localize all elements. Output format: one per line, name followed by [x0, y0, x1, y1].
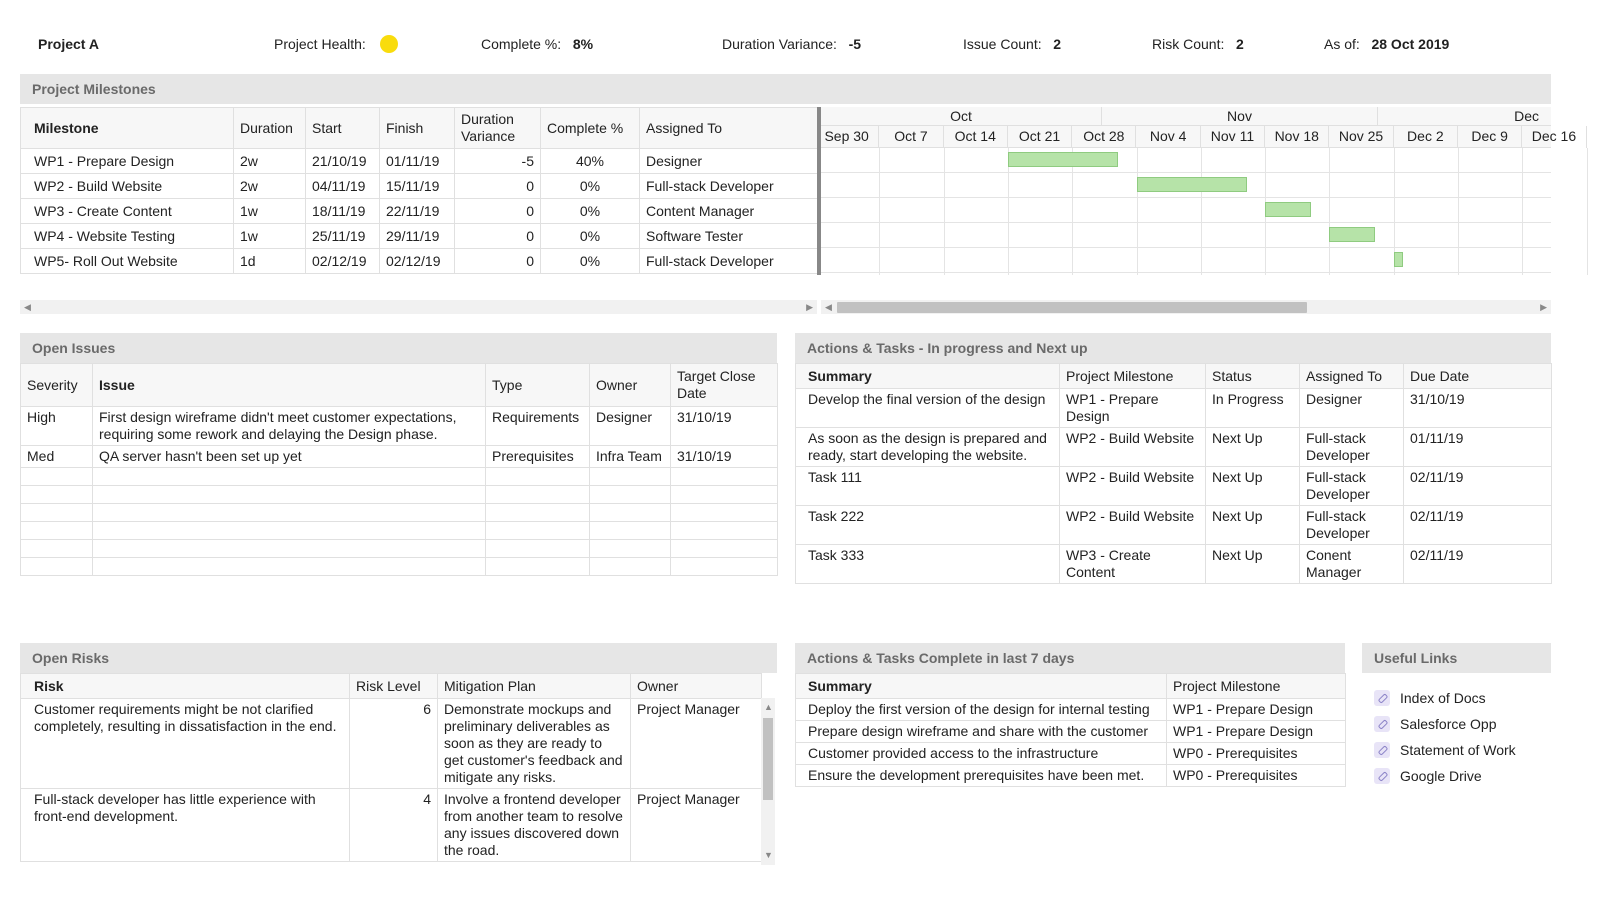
empty-cell [671, 468, 778, 486]
milestone-row[interactable] [21, 174, 818, 199]
gantt-gridline [879, 148, 880, 275]
action-due-date: 31/10/19 [1404, 389, 1552, 428]
gantt-week-label: Nov 11 [1201, 126, 1265, 148]
milestone-name: WP3 - Create Content [21, 199, 234, 224]
gantt-gridline [1137, 148, 1138, 275]
action-assigned-to: Conent Manager [1300, 545, 1404, 584]
milestone-assigned-to: Full-stack Developer [640, 174, 818, 199]
open-risks-table [20, 673, 762, 862]
gantt-row-line [821, 272, 1551, 273]
gantt-month-label: Oct [821, 107, 1102, 126]
gantt-month-label: Dec [1514, 108, 1539, 124]
empty-cell [21, 540, 93, 558]
milestone-variance: 0 [455, 249, 541, 274]
milestones-grid [20, 107, 817, 274]
open-issues-panel [20, 333, 777, 576]
col-summary[interactable]: Summary [796, 364, 1060, 389]
useful-link-label[interactable]: Google Drive [1400, 768, 1482, 784]
action-summary: Task 222 [796, 506, 1060, 545]
as-of-label: As of: [1324, 36, 1360, 52]
useful-link-label[interactable]: Salesforce Opp [1400, 716, 1497, 732]
issue-severity: Med [21, 446, 93, 468]
gantt-bar[interactable] [1008, 152, 1118, 167]
action-status: Next Up [1206, 545, 1300, 584]
project-health-label: Project Health: [274, 36, 366, 52]
completed-row[interactable] [796, 721, 1346, 743]
issues-header-row [21, 364, 778, 407]
useful-links-panel [1362, 643, 1551, 789]
useful-link-label[interactable]: Index of Docs [1400, 690, 1486, 706]
completed-row[interactable] [796, 743, 1346, 765]
empty-cell [671, 540, 778, 558]
milestone-variance: 0 [455, 199, 541, 224]
gantt-gridline [1458, 148, 1459, 275]
action-status: Next Up [1206, 428, 1300, 467]
empty-cell [93, 468, 486, 486]
completed-summary: Deploy the first version of the design for internal testing [796, 699, 1167, 721]
col-risk[interactable]: Risk [21, 674, 350, 699]
gantt-gridline [944, 148, 945, 275]
col-milestone[interactable]: Milestone [21, 108, 234, 149]
issue-description: First design wireframe didn't meet customer expectations, requiring some rework and delaying the Design phase. [93, 407, 486, 446]
risk-owner: Project Manager [631, 699, 762, 789]
action-assigned-to: Full-stack Developer [1300, 467, 1404, 506]
empty-cell [21, 486, 93, 504]
actions-title: Actions & Tasks - In progress and Next up [795, 333, 1551, 363]
useful-links-list [1362, 673, 1551, 789]
project-health [274, 36, 398, 53]
complete-percent [481, 36, 593, 52]
risk-description: Customer requirements might be not clarified completely, resulting in dissatisfaction in the end. [21, 699, 350, 789]
gantt-week-label: Oct 14 [944, 126, 1008, 148]
open-issues-table [20, 363, 778, 576]
milestone-duration: 2w [234, 149, 306, 174]
gantt-gridline [1587, 148, 1588, 275]
issue-count-label: Issue Count: [963, 36, 1042, 52]
milestone-finish: 22/11/19 [380, 199, 455, 224]
duration-variance [722, 36, 861, 52]
health-status-indicator [380, 35, 398, 53]
col-duration-variance[interactable]: Duration Variance [455, 108, 541, 149]
empty-issue-row[interactable] [21, 504, 778, 522]
completed-milestone: WP1 - Prepare Design [1167, 699, 1346, 721]
col-complete[interactable]: Complete % [541, 108, 640, 149]
useful-link-label[interactable]: Statement of Work [1400, 742, 1516, 758]
col-issue[interactable]: Issue [93, 364, 486, 407]
gantt-gridline [1008, 148, 1009, 275]
col-due-date[interactable]: Due Date [1404, 364, 1552, 389]
action-milestone: WP1 - Prepare Design [1060, 389, 1206, 428]
gantt-week-label: Nov 18 [1265, 126, 1329, 148]
empty-cell [486, 468, 590, 486]
empty-cell [486, 522, 590, 540]
milestone-complete: 0% [541, 249, 640, 274]
empty-cell [21, 558, 93, 576]
milestone-duration: 1w [234, 199, 306, 224]
milestone-row[interactable] [21, 149, 818, 174]
scroll-right-icon[interactable]: ▶ [806, 302, 813, 312]
scroll-down-icon[interactable]: ▼ [764, 850, 773, 860]
gantt-body [821, 148, 1551, 275]
actions-panel [795, 333, 1551, 584]
link-icon [1374, 742, 1390, 758]
risk-level: 6 [350, 699, 438, 789]
gantt-week-label: Oct 7 [879, 126, 943, 148]
gantt-week-label: Dec 16 [1522, 126, 1586, 148]
empty-issue-row[interactable] [21, 468, 778, 486]
milestone-variance: 0 [455, 224, 541, 249]
action-assigned-to: Full-stack Developer [1300, 428, 1404, 467]
milestone-start: 18/11/19 [306, 199, 380, 224]
gantt-gridline [1072, 148, 1073, 275]
empty-issue-row[interactable] [21, 540, 778, 558]
milestone-complete: 0% [541, 224, 640, 249]
gantt-month-header [821, 107, 1551, 126]
milestone-duration: 2w [234, 174, 306, 199]
issue-description: QA server hasn't been set up yet [93, 446, 486, 468]
gantt-row-line [821, 247, 1551, 248]
action-milestone: WP2 - Build Website [1060, 428, 1206, 467]
completed-table [795, 673, 1346, 787]
action-row[interactable] [796, 389, 1552, 428]
risks-header-row [21, 674, 762, 699]
gantt-week-label: Sep 30 [815, 126, 879, 148]
action-assigned-to: Designer [1300, 389, 1404, 428]
duration-variance-label: Duration Variance: [722, 36, 837, 52]
empty-cell [486, 486, 590, 504]
gantt-month-label: Nov [1102, 107, 1378, 126]
empty-cell [93, 540, 486, 558]
useful-links-title: Useful Links [1362, 643, 1551, 673]
complete-label: Complete %: [481, 36, 562, 52]
empty-cell [671, 558, 778, 576]
milestone-assigned-to: Software Tester [640, 224, 818, 249]
risk-count-value: 2 [1236, 36, 1244, 52]
action-summary: As soon as the design is prepared and ready, start developing the website. [796, 428, 1060, 467]
gantt-bar[interactable] [1265, 202, 1311, 217]
gantt-scroll-left-icon[interactable]: ◀ [825, 302, 832, 312]
action-summary: Task 333 [796, 545, 1060, 584]
milestone-complete: 0% [541, 174, 640, 199]
completed-row[interactable] [796, 699, 1346, 721]
empty-cell [93, 504, 486, 522]
link-icon [1374, 716, 1390, 732]
action-summary: Task 111 [796, 467, 1060, 506]
risk-owner: Project Manager [631, 789, 762, 862]
milestone-complete: 40% [541, 149, 640, 174]
col-mitigation-plan[interactable]: Mitigation Plan [438, 674, 631, 699]
milestone-finish: 29/11/19 [380, 224, 455, 249]
action-summary: Develop the final version of the design [796, 389, 1060, 428]
issue-owner: Infra Team [590, 446, 671, 468]
risk-description: Full-stack developer has little experience with front-end development. [21, 789, 350, 862]
link-icon [1374, 768, 1390, 784]
action-due-date: 01/11/19 [1404, 428, 1552, 467]
col-assigned-to[interactable]: Assigned To [1300, 364, 1404, 389]
as-of-date [1324, 36, 1449, 52]
milestone-finish: 02/12/19 [380, 249, 455, 274]
action-row[interactable] [796, 506, 1552, 545]
action-status: In Progress [1206, 389, 1300, 428]
milestone-start: 21/10/19 [306, 149, 380, 174]
action-milestone: WP3 - Create Content [1060, 545, 1206, 584]
duration-variance-value: -5 [848, 36, 862, 52]
issue-count [963, 36, 1061, 52]
gantt-gridline [1329, 148, 1330, 275]
milestone-row[interactable] [21, 224, 818, 249]
issue-type: Prerequisites [486, 446, 590, 468]
empty-cell [93, 522, 486, 540]
col-assigned-to[interactable]: Assigned To [640, 108, 818, 149]
actions-header-row [796, 364, 1552, 389]
action-due-date: 02/11/19 [1404, 506, 1552, 545]
issue-target-date: 31/10/19 [671, 446, 778, 468]
col-owner[interactable]: Owner [590, 364, 671, 407]
action-status: Next Up [1206, 506, 1300, 545]
link-icon [1374, 690, 1390, 706]
complete-value: 8% [572, 36, 594, 52]
empty-cell [93, 558, 486, 576]
milestone-name: WP5- Roll Out Website [21, 249, 234, 274]
milestone-name: WP1 - Prepare Design [21, 149, 234, 174]
scroll-left-icon[interactable]: ◀ [24, 302, 31, 312]
milestone-name: WP2 - Build Website [21, 174, 234, 199]
risk-row[interactable] [21, 789, 762, 862]
milestone-assigned-to: Full-stack Developer [640, 249, 818, 274]
gantt-week-header [821, 126, 1577, 148]
risks-scroll-thumb[interactable] [763, 718, 773, 800]
col-type[interactable]: Type [486, 364, 590, 407]
action-row[interactable] [796, 428, 1552, 467]
completed-milestone: WP1 - Prepare Design [1167, 721, 1346, 743]
col-finish[interactable]: Finish [380, 108, 455, 149]
gantt-scroll-right-icon[interactable]: ▶ [1540, 302, 1547, 312]
completed-milestone: WP0 - Prerequisites [1167, 743, 1346, 765]
milestone-assigned-to: Designer [640, 149, 818, 174]
completed-summary: Customer provided access to the infrastructure [796, 743, 1167, 765]
gantt-gridline [1201, 148, 1202, 275]
risk-count-label: Risk Count: [1152, 36, 1225, 52]
issue-owner: Designer [590, 407, 671, 446]
gantt-scrollbar[interactable] [821, 300, 1551, 314]
milestone-start: 25/11/19 [306, 224, 380, 249]
action-due-date: 02/11/19 [1404, 545, 1552, 584]
milestone-start: 04/11/19 [306, 174, 380, 199]
milestone-finish: 01/11/19 [380, 149, 455, 174]
issue-severity: High [21, 407, 93, 446]
gantt-chart [817, 107, 1577, 275]
milestone-start: 02/12/19 [306, 249, 380, 274]
completed-summary: Ensure the development prerequisites have been met. [796, 765, 1167, 787]
action-milestone: WP2 - Build Website [1060, 506, 1206, 545]
milestones-table [20, 107, 818, 274]
gantt-row-line [821, 197, 1551, 198]
completed-row[interactable] [796, 765, 1346, 787]
empty-cell [671, 486, 778, 504]
empty-issue-row[interactable] [21, 522, 778, 540]
useful-link[interactable] [1374, 711, 1551, 737]
milestone-assigned-to: Content Manager [640, 199, 818, 224]
empty-cell [671, 504, 778, 522]
empty-cell [590, 486, 671, 504]
action-assigned-to: Full-stack Developer [1300, 506, 1404, 545]
actions-table [795, 363, 1552, 584]
risk-row[interactable] [21, 699, 762, 789]
milestone-row[interactable] [21, 199, 818, 224]
action-milestone: WP2 - Build Website [1060, 467, 1206, 506]
milestone-row[interactable] [21, 249, 818, 274]
issue-row[interactable] [21, 407, 778, 446]
empty-cell [590, 558, 671, 576]
gantt-week-label: Dec 2 [1394, 126, 1458, 148]
col-summary[interactable]: Summary [796, 674, 1167, 699]
empty-issue-row[interactable] [21, 558, 778, 576]
milestone-duration: 1w [234, 224, 306, 249]
gantt-week-label: Nov 4 [1137, 126, 1201, 148]
completed-header-row [796, 674, 1346, 699]
empty-cell [486, 504, 590, 522]
col-project-milestone[interactable]: Project Milestone [1167, 674, 1346, 699]
col-risk-level[interactable]: Risk Level [350, 674, 438, 699]
useful-link[interactable] [1374, 737, 1551, 763]
empty-cell [590, 522, 671, 540]
milestone-duration: 1d [234, 249, 306, 274]
as-of-value: 28 Oct 2019 [1371, 36, 1450, 52]
gantt-row-line [821, 172, 1551, 173]
gantt-gridline [1522, 148, 1523, 275]
open-risks-panel [20, 643, 777, 865]
completed-milestone: WP0 - Prerequisites [1167, 765, 1346, 787]
useful-link[interactable] [1374, 763, 1551, 789]
empty-cell [21, 468, 93, 486]
milestones-grid-scrollbar[interactable] [20, 300, 817, 314]
open-issues-title: Open Issues [20, 333, 777, 363]
milestone-variance: -5 [455, 149, 541, 174]
gantt-week-label: Nov 25 [1329, 126, 1393, 148]
risk-level: 4 [350, 789, 438, 862]
empty-cell [671, 522, 778, 540]
col-project-milestone[interactable]: Project Milestone [1060, 364, 1206, 389]
action-row[interactable] [796, 545, 1552, 584]
scroll-up-icon[interactable]: ▲ [764, 702, 773, 712]
empty-cell [21, 522, 93, 540]
risk-mitigation-plan: Involve a frontend developer from another team to resolve any issues discovered down the road. [438, 789, 631, 862]
empty-cell [486, 558, 590, 576]
issue-count-value: 2 [1053, 36, 1062, 52]
milestone-name: WP4 - Website Testing [21, 224, 234, 249]
useful-link[interactable] [1374, 685, 1551, 711]
milestones-title: Project Milestones [20, 74, 1551, 104]
project-name: Project A [38, 36, 99, 52]
risk-mitigation-plan: Demonstrate mockups and preliminary deliverables as soon as they are ready to get customer's feedback and mitigate any risks. [438, 699, 631, 789]
completed-panel [795, 643, 1345, 787]
action-status: Next Up [1206, 467, 1300, 506]
col-start[interactable]: Start [306, 108, 380, 149]
empty-cell [590, 504, 671, 522]
col-severity[interactable]: Severity [21, 364, 93, 407]
empty-cell [590, 540, 671, 558]
milestone-finish: 15/11/19 [380, 174, 455, 199]
empty-issue-row[interactable] [21, 486, 778, 504]
milestone-variance: 0 [455, 174, 541, 199]
completed-summary: Prepare design wireframe and share with the customer [796, 721, 1167, 743]
gantt-week-label: Oct 28 [1072, 126, 1136, 148]
gantt-row-line [821, 222, 1551, 223]
col-owner[interactable]: Owner [631, 674, 762, 699]
gantt-week-label: Dec 9 [1458, 126, 1522, 148]
col-duration[interactable]: Duration [234, 108, 306, 149]
col-target-close-date[interactable]: Target Close Date [671, 364, 778, 407]
gantt-scroll-thumb[interactable] [837, 302, 1307, 313]
action-due-date: 02/11/19 [1404, 467, 1552, 506]
col-status[interactable]: Status [1206, 364, 1300, 389]
gantt-week-label: Oct 21 [1008, 126, 1072, 148]
empty-cell [590, 468, 671, 486]
issue-target-date: 31/10/19 [671, 407, 778, 446]
gantt-bar[interactable] [1329, 227, 1375, 242]
open-risks-title: Open Risks [20, 643, 777, 673]
empty-cell [486, 540, 590, 558]
risks-scrollbar[interactable] [761, 698, 775, 865]
issue-type: Requirements [486, 407, 590, 446]
gantt-bar[interactable] [1137, 177, 1247, 192]
gantt-bar[interactable] [1394, 252, 1403, 267]
milestone-complete: 0% [541, 199, 640, 224]
project-header [0, 36, 1600, 56]
action-row[interactable] [796, 467, 1552, 506]
empty-cell [93, 486, 486, 504]
risk-count [1152, 36, 1244, 52]
milestones-header-row [21, 108, 818, 149]
empty-cell [21, 504, 93, 522]
issue-row[interactable] [21, 446, 778, 468]
completed-title: Actions & Tasks Complete in last 7 days [795, 643, 1345, 673]
